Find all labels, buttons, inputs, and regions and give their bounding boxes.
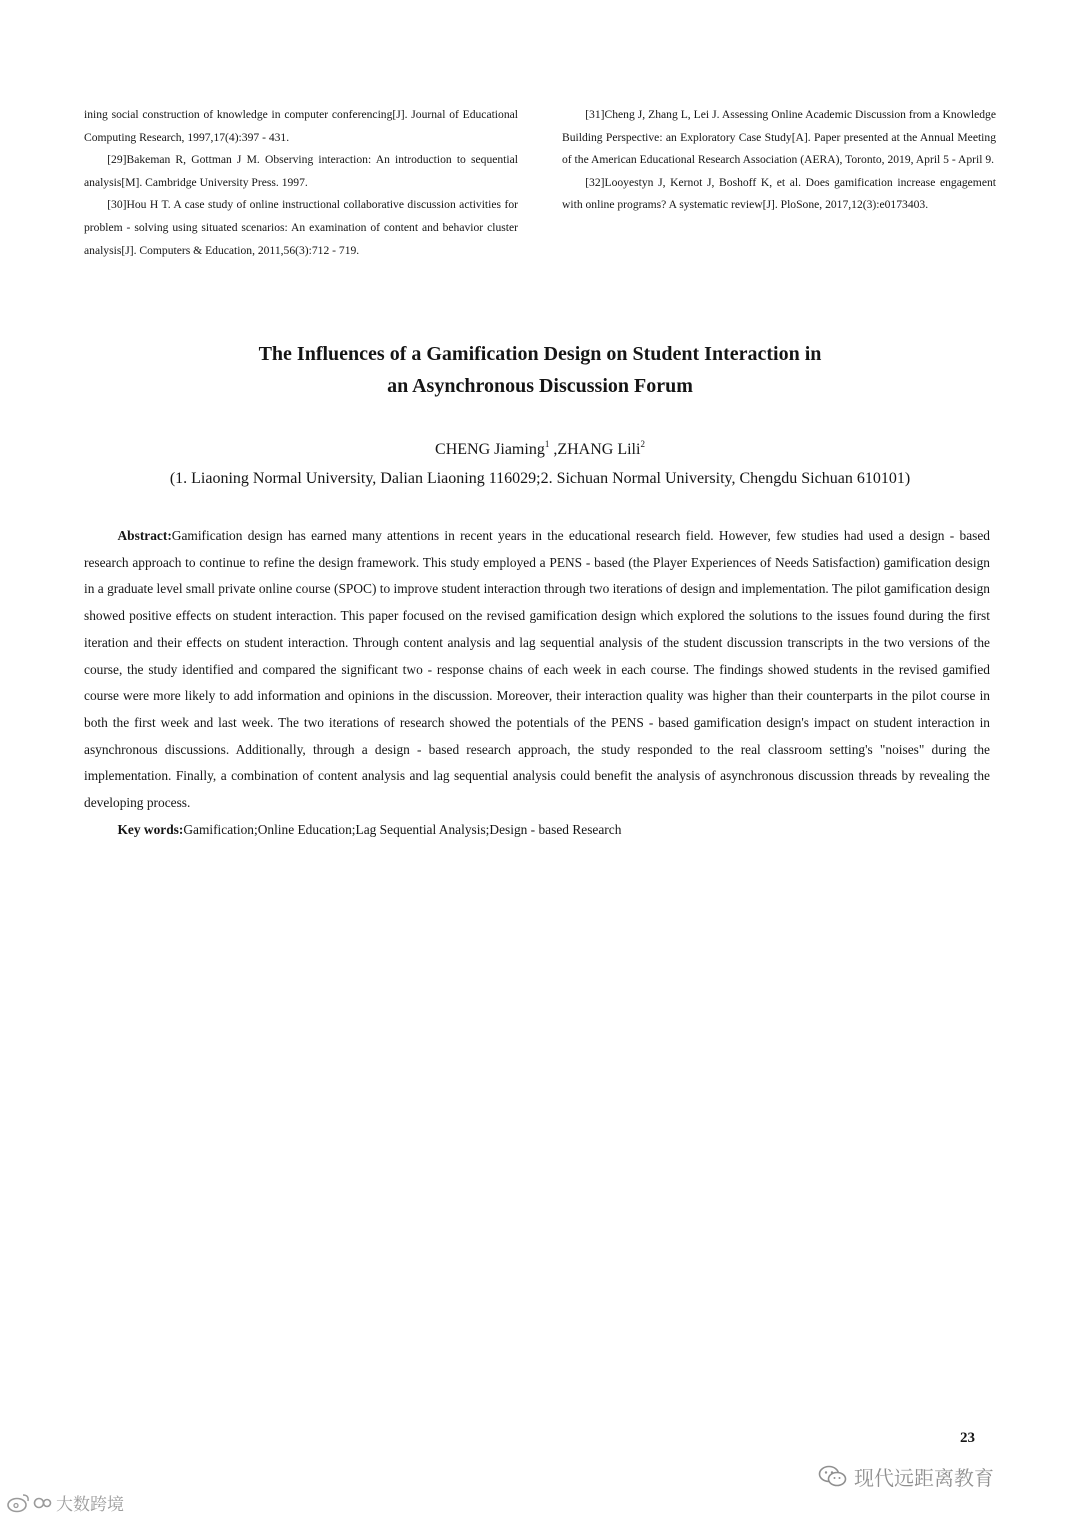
wechat-watermark <box>818 1462 994 1491</box>
abstract-section <box>84 523 990 843</box>
title-line-2: an Asynchronous Discussion Forum <box>387 375 693 397</box>
abstract-text: Gamification design has earned many attentions in recent years in the educational research field. However, few studies had used a design - based research approach to continue to refine the design framework. This study employed a PENS - based (the Player Experiences of Needs Satisfaction) gamification design in a graduate level small private online course (SPOC) to improve student interaction through two iterations of design and implementation. The pilot gamification design showed positive effects on student interaction. This paper focused on the revised gamification design which explored the solutions to the issues found during the first iteration and their effects on student interaction. Through content analysis and lag sequential analysis of the student discussion transcripts in the two versions of the course, the study identified and compared the significant two - response chains of each week in each course. The findings showed students in the revised gamified course were more likely to add information and opinions in the discussion. Moreover, their interaction quality was higher than their counterparts in the pilot course in both the first week and last week. The two iterations of research showed the potentials of the PENS - based gamification design's impact on student interaction in asynchronous discussions. Additionally, through a design - based research approach, the study responded to the real classroom setting's "noises" during the implementation. Finally, a combination of content analysis and lag sequential analysis could benefit the analysis of asynchronous discussion threads by revealing the developing process. <box>84 528 990 811</box>
author-separator: , <box>549 441 558 458</box>
title-line-1: The Influences of a Gamification Design on Student Interaction in <box>258 343 822 365</box>
weibo-watermark-text: 大数跨境 <box>56 1495 124 1515</box>
reference-item: [30]Hou H T. A case study of online instructional collaborative discussion activities for problem - solving using situated scenarios: An examination of content and behavior cluster analysis[J]. Computers & Education, 2011,56(3):712 - 719. <box>84 198 518 257</box>
keywords-text: Gamification;Online Education;Lag Sequential Analysis;Design - based Research <box>183 821 622 837</box>
author-1: CHENG Jiaming <box>435 441 545 458</box>
author-2-affiliation-mark: 2 <box>640 439 645 449</box>
weibo-icon <box>6 1491 52 1515</box>
keywords-label: Key words: <box>117 821 184 837</box>
abstract-paragraph <box>84 523 990 817</box>
article-title <box>0 338 1080 402</box>
author-2: ZHANG Lili <box>557 441 641 458</box>
reference-item: [32]Looyestyn J, Kernot J, Boshoff K, et al. Does gamification increase engagement with online programs? A systematic review[J]. PloSone, 2017,12(3):e0173403. <box>562 175 996 212</box>
reference-item: [31]Cheng J, Zhang L, Lei J. Assessing Online Academic Discussion from a Knowledge Building Perspective: an Exploratory Case Study[A]. Paper presented at the Annual Meeting of the American Educational Research Association (AERA), Toronto, 2019, April 5 - April 9. <box>562 108 996 167</box>
references-section <box>84 104 996 262</box>
weibo-watermark <box>6 1490 124 1515</box>
wechat-watermark-text: 现代远距离教育 <box>854 1466 994 1490</box>
reference-item: ining social construction of knowledge in computer conferencing[J]. Journal of Educational Computing Research, 1997,17(4):397 - 431. <box>84 108 518 144</box>
author-line <box>0 438 1080 462</box>
references-right-column <box>562 104 996 262</box>
author-1-affiliation-mark: 1 <box>544 439 550 449</box>
references-left-column <box>84 104 518 262</box>
abstract-label: Abstract: <box>117 528 172 543</box>
affiliations: (1. Liaoning Normal University, Dalian Liaoning 116029;2. Sichuan Normal University, Chengdu Sichuan 610101) <box>169 470 911 487</box>
reference-item: [29]Bakeman R, Gottman J M. Observing interaction: An introduction to sequential analysis[M]. Cambridge University Press. 1997. <box>84 153 518 189</box>
keywords-paragraph <box>84 817 990 844</box>
wechat-icon <box>818 1464 848 1490</box>
page-number: 23 <box>960 1430 975 1446</box>
